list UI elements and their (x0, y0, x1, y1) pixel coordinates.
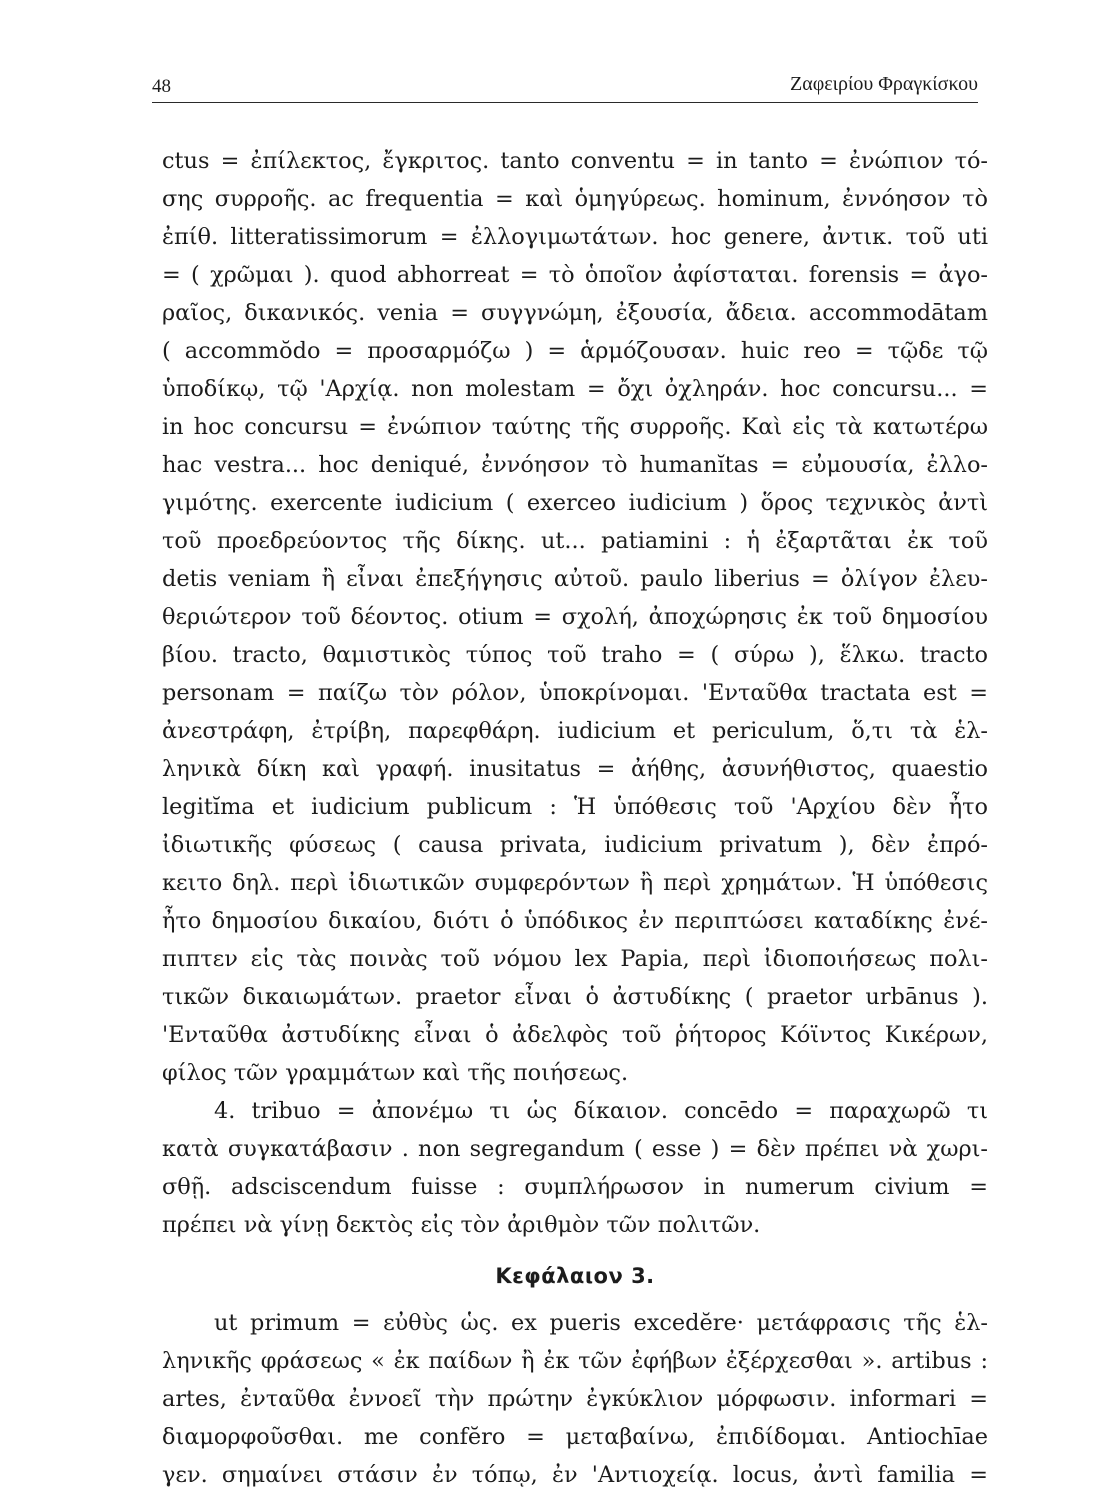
text-line: ληνικὰ δίκη καὶ γραφή. inusitatus = ἀήθης, ἀσυνήθιστος, quaestio (162, 756, 988, 782)
text-line: κατὰ συγκατάβασιν . non segregandum ( esse ) = δὲν πρέπει νὰ χωρι- (162, 1136, 988, 1162)
running-header (152, 68, 978, 103)
text-line: ut primum = εὐθὺς ὡς. ex pueris excedĕre· μετάφρασις τῆς ἑλ- (214, 1310, 988, 1336)
text-line: detis veniam ἢ εἶναι ἐπεξήγησις αὐτοῦ. paulo liberius = ὀλίγον ἐλευ- (162, 566, 988, 592)
text-line: πρέπει νὰ γίνῃ δεκτὸς εἰς τὸν ἀριθμὸν τῶν πολιτῶν. (162, 1212, 761, 1238)
text-line: κειτο δηλ. περὶ ἰδιωτικῶν συμφερόντων ἢ περὶ χρημάτων. Ἡ ὑπόθεσις (162, 870, 988, 896)
text-line: φίλος τῶν γραμμάτων καὶ τῆς ποιήσεως. (162, 1060, 629, 1086)
chapter-heading: Κεφάλαιον 3. (495, 1264, 655, 1288)
text-line: ληνικῆς φράσεως « ἐκ παίδων ἢ ἐκ τῶν ἐφήβων ἐξέρχεσθαι ». artibus : (162, 1348, 988, 1374)
paragraph-chapter-3 (162, 1304, 988, 1494)
text-line: ἐπίθ. litteratissimorum = ἐλλογιμωτάτων. hoc genere, ἀντικ. τοῦ uti (162, 224, 988, 250)
text-line: διαμορφοῦσθαι. me confĕro = μεταβαίνω, ἐπιδίδομαι. Antiochīae (162, 1424, 988, 1450)
text-line: θεριώτερον τοῦ δέοντος. otium = σχολή, ἀποχώρησις ἐκ τοῦ δημοσίου (162, 604, 988, 630)
page-number: 48 (152, 76, 171, 97)
text-line: ( accommŏdo = προσαρμόζω ) = ἁρμόζουσαν. huic reo = τῷδε τῷ (162, 338, 988, 364)
text-line: ὑποδίκῳ, τῷ 'Αρχίᾳ. non molestam = ὄχι ὀχληράν. hoc concursu... = (162, 376, 988, 402)
text-line: ἀνεστράφη, ἐτρίβη, παρεφθάρη. iudicium et periculum, ὅ,τι τὰ ἑλ- (162, 718, 988, 744)
paragraph-glosses-chapter-2 (162, 142, 988, 1092)
text-line: 'Ενταῦθα ἀστυδίκης εἶναι ὁ ἀδελφὸς τοῦ ῥήτορος Κόϊντος Κικέρων, (162, 1022, 988, 1048)
text-line: σης συρροῆς. ac frequentia = καὶ ὁμηγύρεως. hominum, ἐννόησον τὸ (162, 186, 988, 212)
text-line: artes, ἐνταῦθα ἐννοεῖ τὴν πρώτην ἐγκύκλιον μόρφωσιν. informari = (162, 1386, 988, 1412)
text-line: βίου. tracto, θαμιστικὸς τύπος τοῦ traho = ( σύρω ), ἕλκω. tracto (162, 642, 988, 668)
text-line: σθῇ. adsciscendum fuisse : συμπλήρωσον in numerum civium = (162, 1174, 988, 1200)
running-head-author: Ζαφειρίου Φραγκίσκου (790, 73, 978, 95)
text-line: = ( χρῶμαι ). quod abhorreat = τὸ ὁποῖον ἀφίσταται. forensis = ἀγο- (162, 262, 988, 288)
text-line: τοῦ προεδρεύοντος τῆς δίκης. ut... patiamini : ἡ ἐξαρτᾶται ἐκ τοῦ (162, 528, 988, 554)
text-line: in hoc concursu = ἐνώπιον ταύτης τῆς συρροῆς. Καὶ εἰς τὰ κατωτέρω (162, 414, 988, 440)
text-line: ἰδιωτικῆς φύσεως ( causa privata, iudicium privatum ), δὲν ἐπρό- (162, 832, 988, 858)
text-line: 4. tribuo = ἀπονέμω τι ὡς δίκαιον. concēdo = παραχωρῶ τι (214, 1098, 988, 1124)
commentary-text (162, 142, 988, 1494)
text-line: ctus = ἐπίλεκτος, ἔγκριτος. tanto conventu = in tanto = ἐνώπιον τό- (162, 148, 988, 174)
text-line: legitĭma et iudicium publicum : Ἡ ὑπόθεσις τοῦ 'Αρχίου δὲν ἦτο (162, 794, 988, 820)
text-line: hac vestra... hoc deniqué, ἐννόησον τὸ humanĭtas = εὐμουσία, ἐλλο- (162, 452, 988, 478)
text-line: γεν. σημαίνει στάσιν ἐν τόπῳ, ἐν 'Αντιοχείᾳ. locus, ἀντὶ familia = (162, 1462, 988, 1488)
text-line: ἦτο δημοσίου δικαίου, διότι ὁ ὑπόδικος ἐν περιπτώσει καταδίκης ἐνέ- (162, 908, 988, 934)
paragraph-section-4 (162, 1092, 988, 1244)
text-line: πιπτεν εἰς τὰς ποινὰς τοῦ νόμου lex Papia, περὶ ἰδιοποιήσεως πολι- (162, 946, 988, 972)
text-line: ραῖος, δικανικός. venia = συγγνώμη, ἐξουσία, ἄδεια. accommodātam (162, 300, 988, 326)
text-line: personam = παίζω τὸν ρόλον, ὑποκρίνομαι. 'Ενταῦθα tractata est = (162, 680, 988, 706)
text-line: τικῶν δικαιωμάτων. praetor εἶναι ὁ ἀστυδίκης ( praetor urbānus ). (162, 984, 988, 1010)
text-line: γιμότης. exercente iudicium ( exerceo iudicium ) ὅρος τεχνικὸς ἀντὶ (162, 490, 988, 516)
